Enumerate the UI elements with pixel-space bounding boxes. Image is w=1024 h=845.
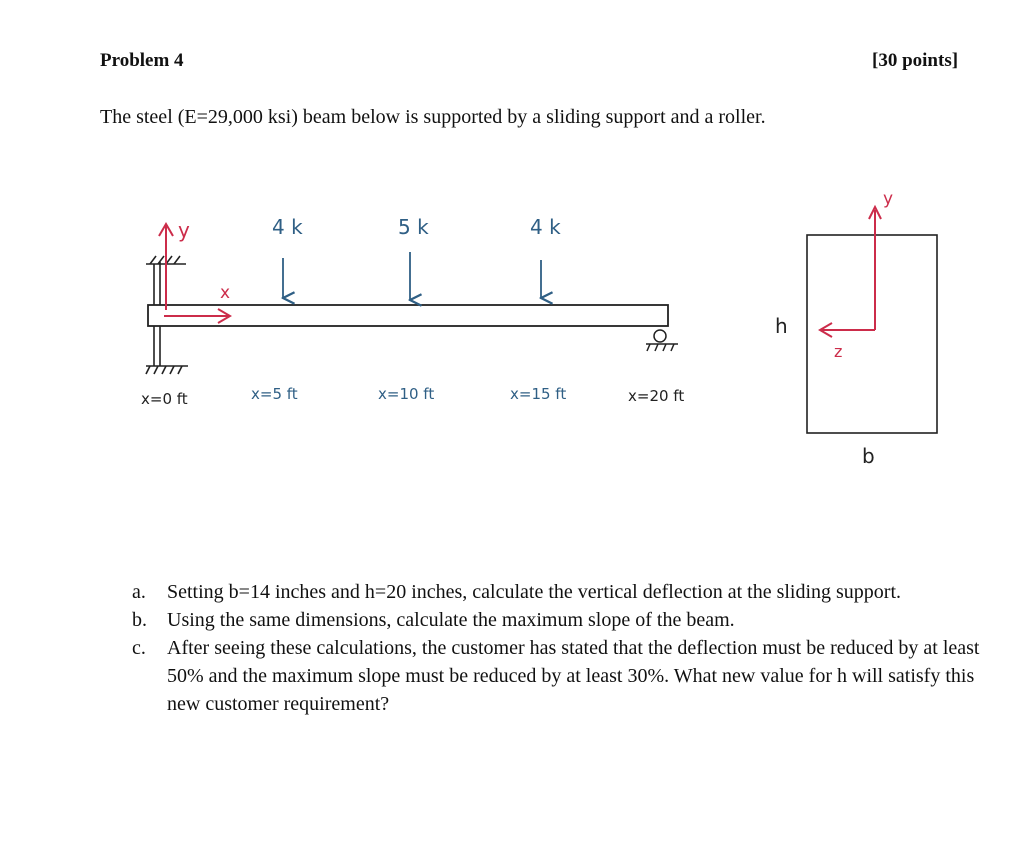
beam-y-axis-label: y (178, 218, 190, 242)
section-z-axis (820, 323, 875, 337)
question-text: Setting b=14 inches and h=20 inches, calculate the vertical deflection at the sliding support. (167, 581, 902, 603)
cross-section (775, 189, 937, 468)
position-label-5: x=20 ft (628, 387, 685, 405)
problem-title: Problem 4 (100, 50, 184, 71)
question-text: Using the same dimensions, calculate the maximum slope of the beam. (167, 609, 735, 631)
roller-support (646, 330, 678, 351)
section-y-axis-label: y (883, 189, 894, 209)
position-label-3: x=10 ft (378, 385, 435, 403)
section-y-axis (869, 207, 881, 330)
load-label-1: 4 k (272, 215, 303, 239)
question-a (132, 578, 982, 606)
question-text: After seeing these calculations, the customer has stated that the deflection must be reduced by at least 50% and the maximum slope must be reduced by at least 30%. What new value for h will satisfy this new customer requirement? (167, 637, 980, 715)
question-marker: a. (132, 581, 146, 603)
points-label: [30 points] (872, 50, 959, 71)
section-z-axis-label: z (834, 342, 843, 361)
beam-x-axis-label: x (220, 283, 231, 303)
height-label: h (775, 314, 788, 338)
load-label-2: 5 k (398, 215, 429, 239)
problem-statement: The steel (E=29,000 ksi) beam below is supported by a sliding support and a roller. (100, 106, 766, 128)
width-label: b (862, 444, 875, 468)
beam-x-axis (164, 309, 230, 323)
position-label-4: x=15 ft (510, 385, 567, 403)
position-label-1: x=0 ft (141, 390, 188, 408)
beam-diagram (141, 215, 684, 408)
beam-y-axis (159, 224, 173, 310)
load-label-3: 4 k (530, 215, 561, 239)
question-marker: b. (132, 609, 147, 631)
question-b (132, 606, 982, 634)
question-c (132, 634, 982, 718)
question-list (132, 578, 982, 718)
question-marker: c. (132, 637, 146, 659)
position-label-2: x=5 ft (251, 385, 298, 403)
